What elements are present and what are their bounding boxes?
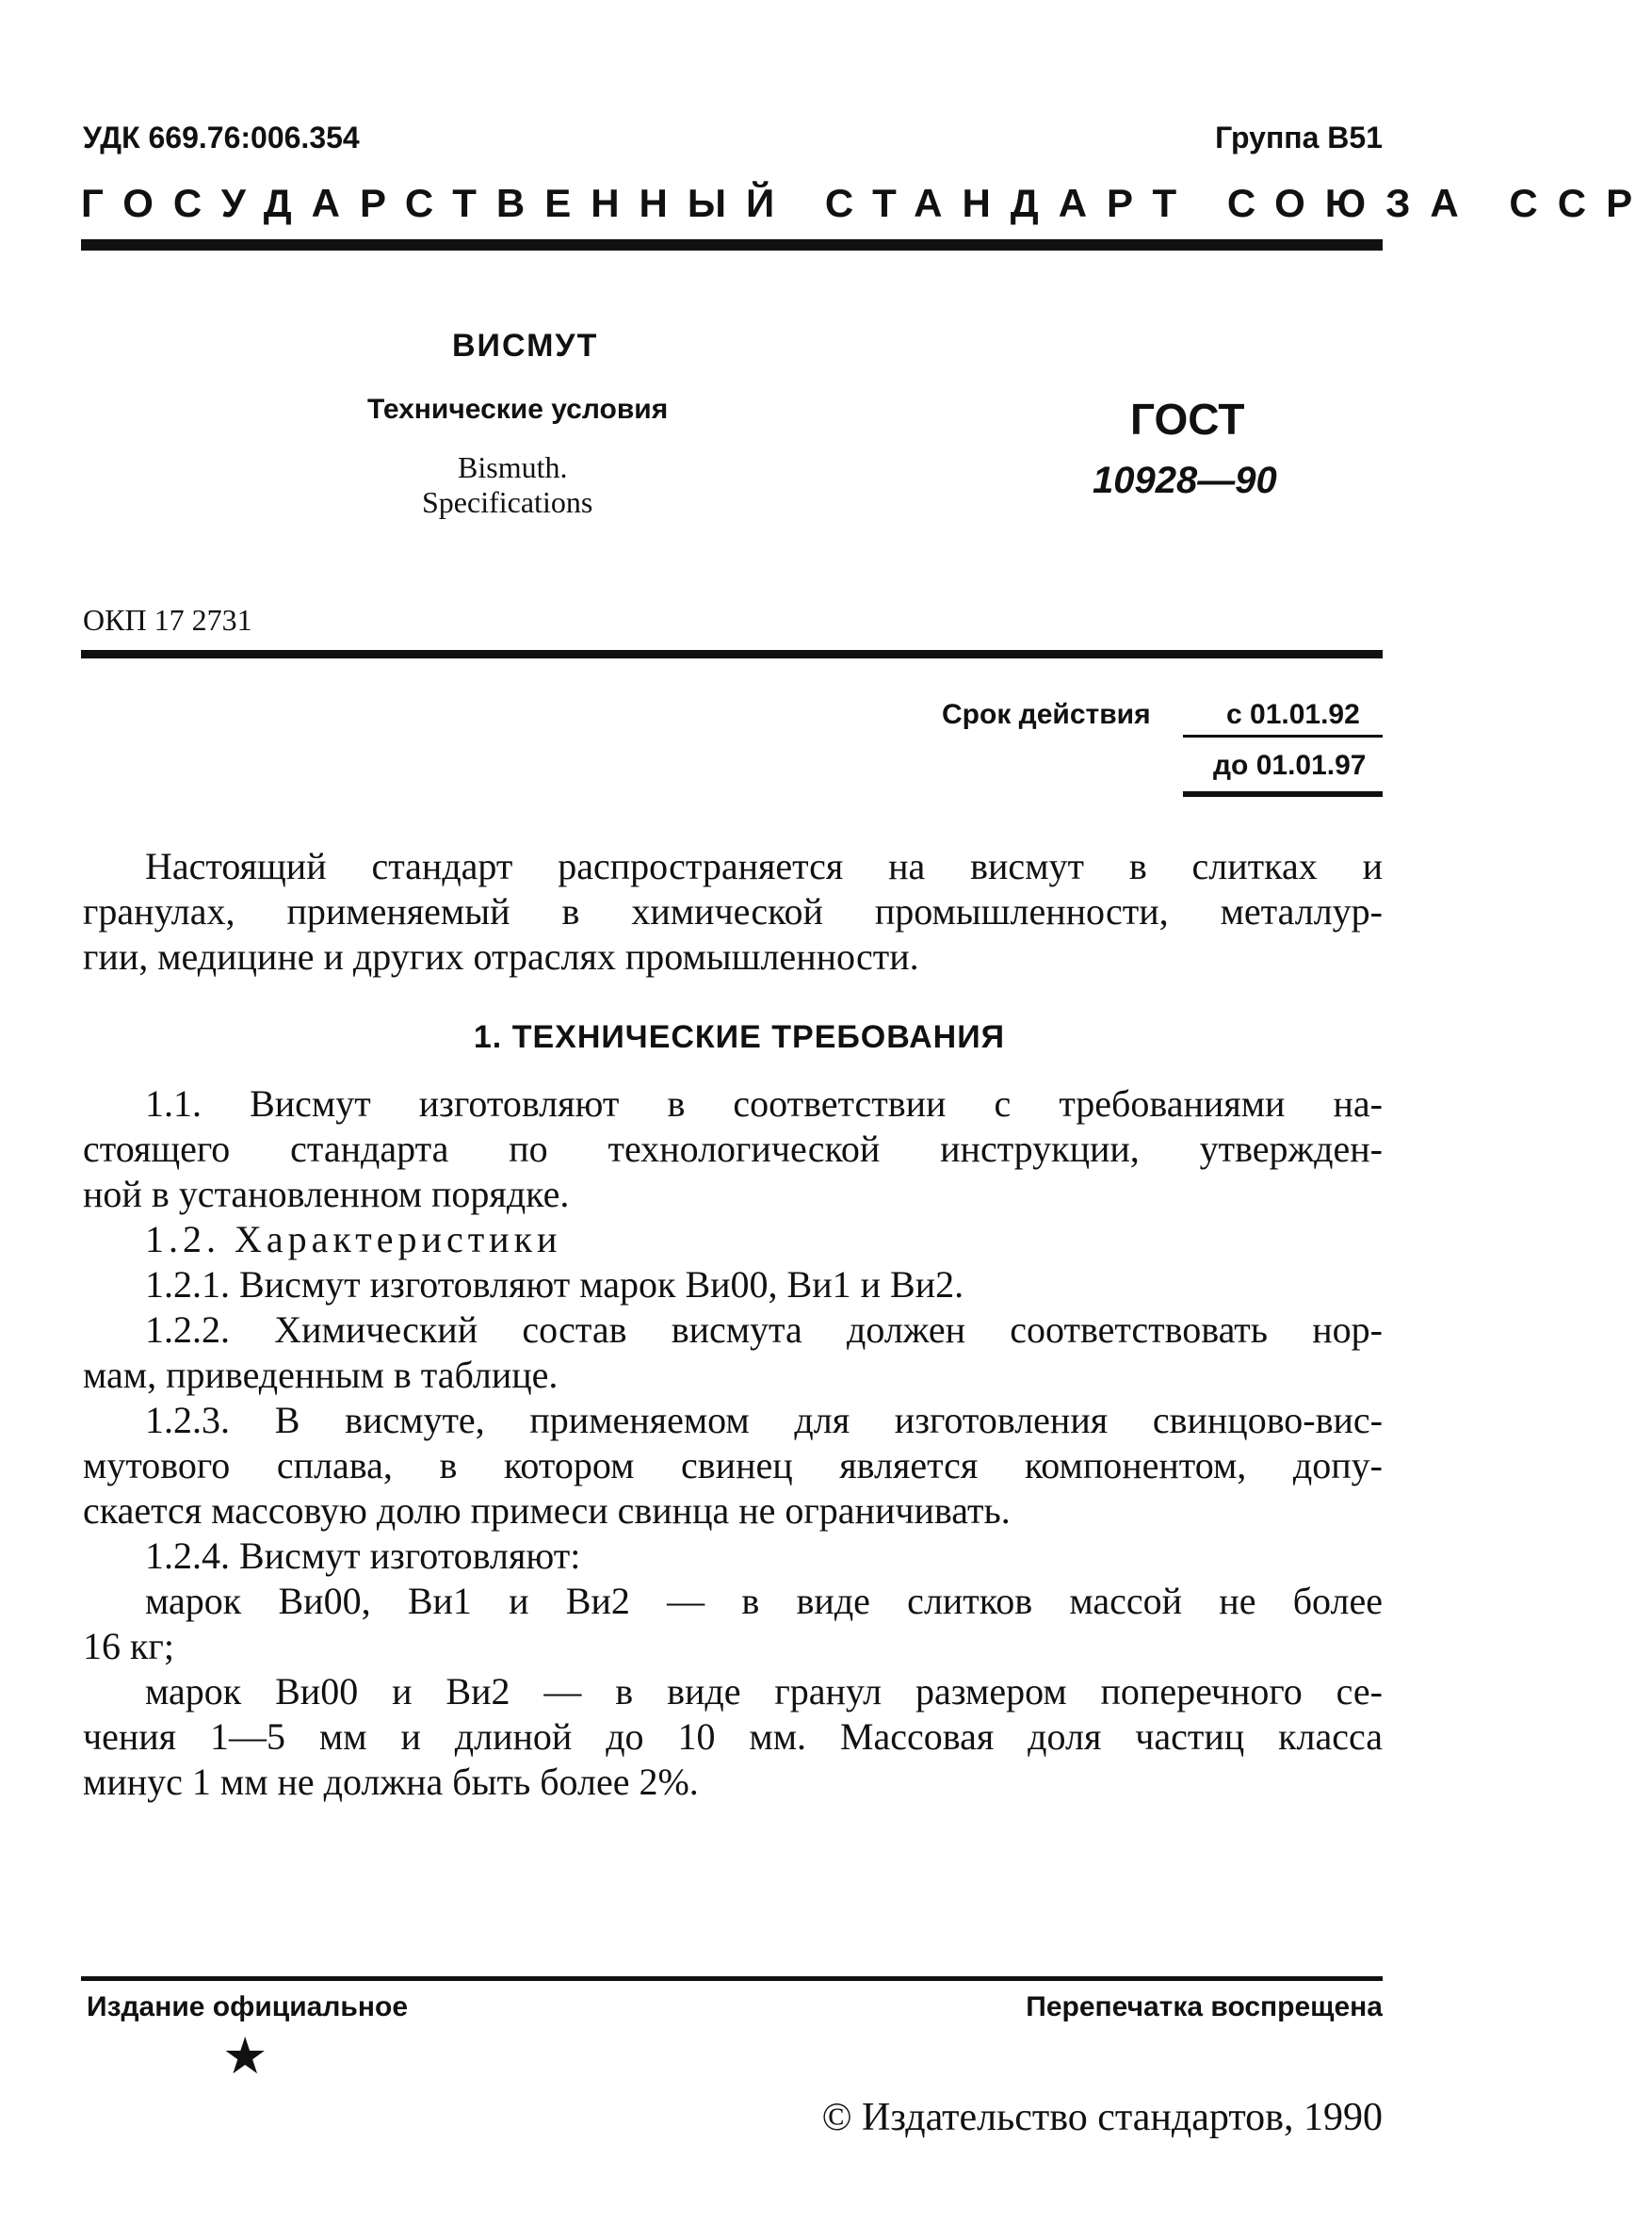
text-line: скается массовую долю примеси свинца не ограничивать. bbox=[83, 1489, 1011, 1532]
validity-label: Срок действия bbox=[942, 699, 1151, 730]
section-heading: 1. ТЕХНИЧЕСКИЕ ТРЕБОВАНИЯ bbox=[473, 1019, 1006, 1055]
clause-1-2: 1.2. Характеристики bbox=[145, 1218, 562, 1260]
clause-1-1: 1.1. Висмут изготовляют в соответствии с требованиями на- bbox=[145, 1082, 1383, 1125]
text-line: минус 1 мм не должна быть более 2%. bbox=[83, 1761, 699, 1803]
validity-from: с 01.01.92 bbox=[1226, 699, 1360, 730]
star-icon: ★ bbox=[222, 2028, 268, 2085]
middle-rule bbox=[81, 650, 1383, 658]
udk-code: УДК 669.76:006.354 bbox=[83, 121, 360, 154]
okp-code: ОКП 17 2731 bbox=[83, 603, 252, 637]
document-title: ВИСМУТ bbox=[452, 328, 599, 364]
clause-1-2-4: 1.2.4. Висмут изготовляют: bbox=[145, 1534, 581, 1577]
text-line: мам, приведенным в таблице. bbox=[83, 1354, 559, 1396]
text-line: гии, медицине и других отраслях промышленности. bbox=[83, 935, 919, 978]
official-edition-label: Издание официальное bbox=[87, 1991, 409, 2022]
text-line: ной в установленном порядке. bbox=[83, 1173, 570, 1215]
text-line: Настоящий стандарт распространяется на висмут в слитках и bbox=[145, 845, 1383, 887]
clause-1-2-4-b: марок Ви00 и Ви2 — в виде гранул размером поперечного се- bbox=[145, 1670, 1383, 1713]
bottom-rule bbox=[81, 1976, 1383, 1981]
document-subtitle: Технические условия bbox=[367, 394, 669, 425]
clause-1-2-3: 1.2.3. В висмуте, применяемом для изготовления свинцово-вис- bbox=[145, 1399, 1383, 1441]
english-subtitle: Specifications bbox=[422, 485, 593, 519]
text-line: мутового сплава, в котором свинец является компонентом, допу- bbox=[83, 1444, 1383, 1486]
intro-paragraph bbox=[83, 844, 1383, 980]
validity-to: до 01.01.97 bbox=[1213, 750, 1367, 781]
top-rule bbox=[81, 239, 1383, 251]
text-line: гранулах, применяемый в химической промышленности, металлур- bbox=[83, 890, 1383, 933]
text-line: чения 1—5 мм и длиной до 10 мм. Массовая доля частиц класса bbox=[83, 1715, 1383, 1758]
validity-divider bbox=[1183, 735, 1383, 738]
clause-1-2-4-a: марок Ви00, Ви1 и Ви2 — в виде слитков массой не более bbox=[145, 1580, 1383, 1622]
text-line: стоящего стандарта по технологической инструкции, утвержден- bbox=[83, 1128, 1383, 1170]
group-code: Группа В51 bbox=[1215, 121, 1383, 154]
publisher-copyright: © Издательство стандартов, 1990 bbox=[821, 2096, 1383, 2139]
english-title: Bismuth. bbox=[458, 450, 568, 484]
gost-number: 10928—90 bbox=[1093, 460, 1277, 501]
reprint-notice: Перепечатка воспрещена bbox=[1026, 1991, 1383, 2022]
gost-label: ГОСТ bbox=[1130, 395, 1245, 444]
validity-underline bbox=[1183, 791, 1383, 797]
clause-1-2-2: 1.2.2. Химический состав висмута должен соответствовать нор- bbox=[145, 1308, 1383, 1351]
clause-1-2-1: 1.2.1. Висмут изготовляют марок Ви00, Ви1 и Ви2. bbox=[145, 1263, 964, 1306]
text-line: 16 кг; bbox=[83, 1625, 174, 1667]
clauses-block bbox=[83, 1081, 1383, 1805]
state-standard-heading: ГОСУДАРСТВЕННЫЙ СТАНДАРТ СОЮЗА ССР bbox=[81, 181, 1652, 225]
